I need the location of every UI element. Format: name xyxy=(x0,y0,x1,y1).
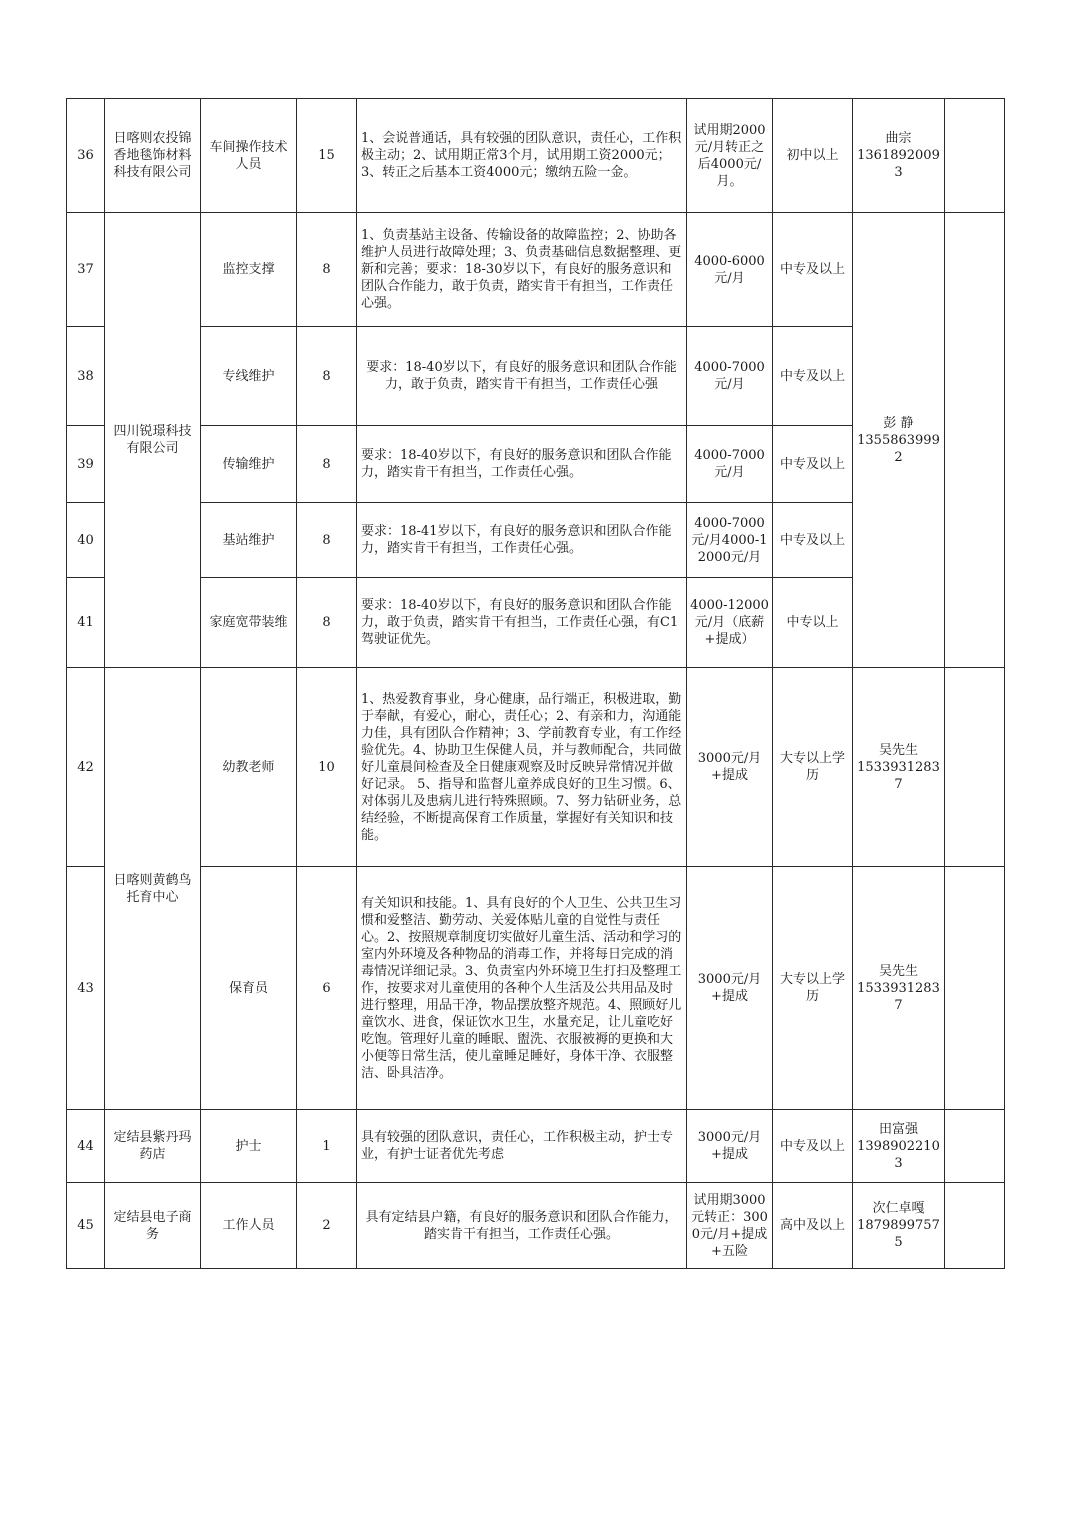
salary: 4000-7000元/月4000-12000元/月 xyxy=(687,503,773,578)
contact-phone: 15339312837 xyxy=(857,759,940,792)
contact-name: 曲宗 xyxy=(885,131,912,146)
position-title: 家庭宽带装维 xyxy=(201,578,297,668)
headcount: 8 xyxy=(297,213,357,327)
salary: 3000元/月+提成 xyxy=(687,867,773,1110)
headcount: 8 xyxy=(297,426,357,503)
salary: 4000-12000元/月（底薪+提成） xyxy=(687,578,773,668)
table-row xyxy=(67,213,1005,327)
contact-name: 吴先生 xyxy=(878,742,918,758)
note-cell xyxy=(945,867,1005,1110)
job-requirements: 要求：18-40岁以下，有良好的服务意识和团队合作能力，敢于负责，踏实肯干有担当，工作责任心强，有C1驾驶证优先。 xyxy=(357,578,687,668)
education-requirement: 大专以上学历 xyxy=(773,668,853,867)
salary: 试用期3000元转正：3000元/月+提成+五险 xyxy=(687,1183,773,1269)
position-title: 车间操作技术人员 xyxy=(201,99,297,213)
contact-phone: 15339312837 xyxy=(857,980,940,1013)
contact xyxy=(853,867,945,1110)
job-requirements: 1、热爱教育事业，身心健康，品行端正，积极进取，勤于奉献，有爱心，耐心，责任心；2、有亲和力，沟通能力佳，具有团队合作精神；3、学前教育专业，有工作经验优先。4、协助卫生保健人员，并与教师配合，共同做好儿童晨间检查及全日健康观察及时反映异常情况并做好记录。 5、指导和监督儿童养成良好的卫生习惯。6、对体弱儿及患病儿进行特殊照顾。7、努力钻研业务，总结经验，不断提高保育工作质量，掌握好有关知识和技能。 xyxy=(357,668,687,867)
row-number: 36 xyxy=(67,99,105,213)
position-title: 工作人员 xyxy=(201,1183,297,1269)
headcount: 8 xyxy=(297,503,357,578)
position-title: 传输维护 xyxy=(201,426,297,503)
salary: 4000-7000元/月 xyxy=(687,327,773,426)
table-row xyxy=(67,99,1005,213)
headcount: 6 xyxy=(297,867,357,1110)
position-title: 幼教老师 xyxy=(201,668,297,867)
note-cell xyxy=(945,99,1005,213)
job-requirements: 有关知识和技能。1、具有良好的个人卫生、公共卫生习惯和爱整洁、勤劳动、关爱体贴儿童的自觉性与责任心。2、按照规章制度切实做好儿童生活、活动和学习的室内外环境及各种物品的消毒工作，并将每日完成的消毒情况详细记录。3、负责室内外环境卫生打扫及整理工作，按要求对儿童使用的各种个人生活及公共用品及时进行整理，用品干净，物品摆放整齐规范。4、照顾好儿童饮水、进食，保证饮水卫生，水量充足，让儿童吃好吃饱。管理好儿童的睡眠、盥洗、衣服被褥的更换和大小便等日常生活，使儿童睡足睡好，身体干净、衣服整洁、卧具洁净。 xyxy=(357,867,687,1110)
row-number: 42 xyxy=(67,668,105,867)
row-number: 40 xyxy=(67,503,105,578)
company-name: 定结县紫丹玛药店 xyxy=(105,1110,201,1183)
education-requirement: 中专及以上 xyxy=(773,327,853,426)
contact-name: 次仁卓嘎 xyxy=(872,1201,925,1216)
contact-name: 吴先生 xyxy=(878,963,918,979)
contact xyxy=(853,1110,945,1183)
salary: 4000-7000元/月 xyxy=(687,426,773,503)
education-requirement: 初中以上 xyxy=(773,99,853,213)
contact xyxy=(853,99,945,213)
table-row xyxy=(67,867,1005,1110)
table-row xyxy=(67,668,1005,867)
education-requirement: 中专及以上 xyxy=(773,1110,853,1183)
position-title: 监控支撑 xyxy=(201,213,297,327)
job-requirements: 要求：18-40岁以下，有良好的服务意识和团队合作能力，敢于负责，踏实肯干有担当，工作责任心强 xyxy=(357,327,687,426)
row-number: 43 xyxy=(67,867,105,1110)
row-number: 44 xyxy=(67,1110,105,1183)
headcount: 2 xyxy=(297,1183,357,1269)
note-cell xyxy=(945,213,1005,668)
row-number: 38 xyxy=(67,327,105,426)
education-requirement: 大专以上学历 xyxy=(773,867,853,1110)
note-cell xyxy=(945,1183,1005,1269)
position-title: 保育员 xyxy=(201,867,297,1110)
headcount: 10 xyxy=(297,668,357,867)
education-requirement: 中专及以上 xyxy=(773,503,853,578)
headcount: 8 xyxy=(297,578,357,668)
contact xyxy=(853,668,945,867)
salary: 3000元/月+提成 xyxy=(687,1110,773,1183)
contact-phone: 13989022103 xyxy=(857,1138,940,1171)
company-name: 四川锐璟科技有限公司 xyxy=(105,213,201,668)
position-title: 专线维护 xyxy=(201,327,297,426)
note-cell xyxy=(945,1110,1005,1183)
job-requirements: 1、负责基站主设备、传输设备的故障监控；2、协助各维护人员进行故障处理；3、负责基础信息数据整理、更新和完善；要求：18-30岁以下，有良好的服务意识和团队合作能力，敢于负责，踏实肯干有担当，工作责任心强。 xyxy=(357,213,687,327)
salary: 试用期2000元/月转正之后4000元/月。 xyxy=(687,99,773,213)
row-number: 41 xyxy=(67,578,105,668)
contact-name: 田富强 xyxy=(878,1121,918,1137)
contact xyxy=(853,1183,945,1269)
job-requirements: 1、会说普通话，具有较强的团队意识，责任心，工作积极主动；2、试用期正常3个月，试用期工资2000元； 3、转正之后基本工资4000元；缴纳五险一金。 xyxy=(357,99,687,213)
job-requirements: 具有较强的团队意识，责任心，工作积极主动，护士专业，有护士证者优先考虑 xyxy=(357,1110,687,1183)
headcount: 1 xyxy=(297,1110,357,1183)
contact xyxy=(853,213,945,668)
position-title: 护士 xyxy=(201,1110,297,1183)
contact-phone: 13618920093 xyxy=(857,148,940,180)
job-requirements: 具有定结县户籍，有良好的服务意识和团队合作能力，踏实肯干有担当，工作责任心强。 xyxy=(357,1183,687,1269)
contact-name: 彭 静 xyxy=(883,415,914,431)
position-title: 基站维护 xyxy=(201,503,297,578)
row-number: 45 xyxy=(67,1183,105,1269)
note-cell xyxy=(945,668,1005,867)
company-name: 定结县电子商务 xyxy=(105,1183,201,1269)
education-requirement: 中专及以上 xyxy=(773,213,853,327)
education-requirement: 中专及以上 xyxy=(773,426,853,503)
row-number: 37 xyxy=(67,213,105,327)
job-requirements: 要求：18-40岁以下，有良好的服务意识和团队合作能力，踏实肯干有担当，工作责任心强。 xyxy=(357,426,687,503)
job-requirements: 要求：18-41岁以下，有良好的服务意识和团队合作能力，踏实肯干有担当，工作责任心强。 xyxy=(357,503,687,578)
company-name: 日喀则黄鹤鸟托育中心 xyxy=(105,668,201,1110)
salary: 3000元/月+提成 xyxy=(687,668,773,867)
education-requirement: 高中及以上 xyxy=(773,1183,853,1269)
row-number: 39 xyxy=(67,426,105,503)
salary: 4000-6000元/月 xyxy=(687,213,773,327)
contact-phone: 18798997575 xyxy=(857,1218,940,1250)
table-row xyxy=(67,1110,1005,1183)
table-row xyxy=(67,1183,1005,1269)
headcount: 15 xyxy=(297,99,357,213)
education-requirement: 中专以上 xyxy=(773,578,853,668)
company-name: 日喀则农投锦香地毯饰材料科技有限公司 xyxy=(105,99,201,213)
contact-phone: 13558639992 xyxy=(857,432,940,465)
job-listing-table xyxy=(66,98,1005,1269)
headcount: 8 xyxy=(297,327,357,426)
